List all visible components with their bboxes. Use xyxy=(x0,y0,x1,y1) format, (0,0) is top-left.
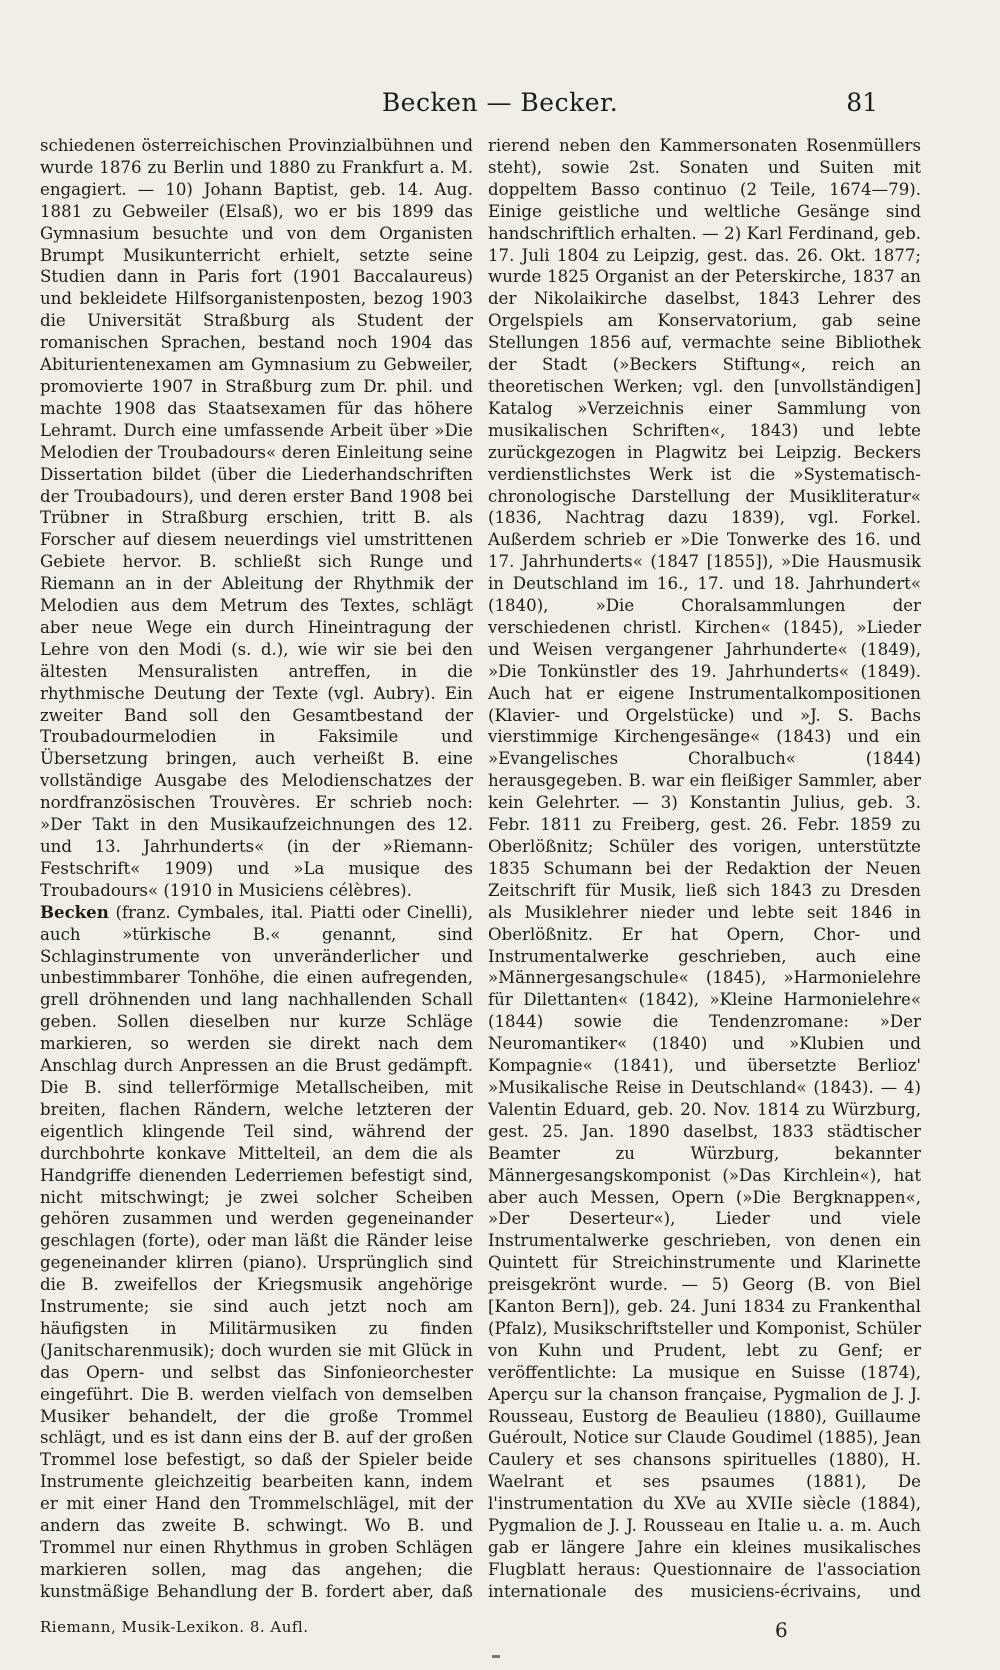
page-footer xyxy=(40,1618,920,1642)
left-column xyxy=(40,135,473,1605)
running-title: Becken — Becker. xyxy=(381,88,619,117)
entry-becker-continuation: rierend neben den Kammersonaten Rosenmüllers steht), sowie 2st. Sonaten und Suiten mit doppeltem Basso continuo (2 Teile, 1674—79). Einige geistliche und weltliche Gesänge sind handschriftlich erhalten. — 2) Karl Ferdinand, geb. 17. Juli 1804 zu Leipzig, gest. das. 26. Okt. 1877; wurde 1825 Organist an der Peterskirche, 1837 an der Nikolaikirche daselbst, 1843 Lehrer des Orgelspiels am Konservatorium, gab seine Stellungen 1856 auf, vermachte seine Bibliothek der Stadt (»Beckers Stiftung«, reich an theoretischen Werken; vgl. den [unvollständigen] Katalog »Verzeichnis einer Sammlung von musikalischen Schriften«, 1843) und lebte zurückgezogen in Plagwitz bei Leipzig. Beckers verdienstlichstes Werk ist die »Systematisch-chronologische Darstellung der Musikliteratur« (1836, Nachtrag dazu 1839), vgl. Forkel. Außerdem schrieb er »Die Tonwerke des 16. und 17. Jahrhunderts« (1847 [1855]), »Die Hausmusik in Deutschland im 16., 17. und 18. Jahrhundert« (1840), »Die Choralsammlungen der verschiedenen christl. Kirchen« (1845), »Lieder und Weisen vergangener Jahrhunderte« (1849), »Die Tonkünstler des 19. Jahrhunderts« (1849). Auch hat er eigene Instrumentalkompositionen (Klavier- und Orgelstücke) und »J. S. Bachs vierstimmige Kirchengesänge« (1843) und ein »Evangelisches Choralbuch« (1844) herausgegeben. B. war ein fleißiger Sammler, aber kein Gelehrter. — 3) Konstantin Julius, geb. 3. Febr. 1811 zu Freiberg, gest. 26. Febr. 1859 zu Oberlößnitz; Schüler des vorigen, unterstützte 1835 Schumann bei der Redaktion der Neuen Zeitschrift für Musik, ließ sich 1843 zu Dresden als Musiklehrer nieder und lebte seit 1846 in Oberlößnitz. Er hat Opern, Chor- und Instrumentalwerke geschrieben, auch eine »Männergesangschule« (1845), »Harmonielehre für Dilettanten« (1842), »Kleine Harmonielehre« (1844) sowie die Tendenzromane: »Der Neuromantiker« (1840) und »Klubien und Kompagnie« (1841), und übersetzte Berlioz' »Musikalische Reise in Deutschland« (1843). — 4) Valentin Eduard, geb. 20. Nov. 1814 zu Würzburg, gest. 25. Jan. 1890 daselbst, 1833 städtischer Beamter zu Würzburg, bekannter Männergesangskomponist (»Das Kirchlein«), hat aber auch Messen, Opern (»Die Bergknappen«, »Der Deserteur«), Lieder und viele Instrumentalwerke geschrieben, von denen ein Quintett für Streichinstrumente und Klarinette preisgekrönt wurde. — 5) Georg (B. von Biel [Kanton Bern]), geb. 24. Juni 1834 zu Frankenthal (Pfalz), Musikschriftsteller und Komponist, Schüler von Kuhn und Prudent, lebt zu Genf; er veröffentlichte: La musique en Suisse (1874), Aperçu sur la chanson française, Pygmalion de J. J. Rousseau, Eustorg de Beaulieu (1880), Guillaume Guéroult, Notice sur Claude Goudimel (1885), Jean Caulery et ses chansons spirituelles (1880), H. Waelrant et ses psaumes (1881), De l'instrumentation du XVe au XVIIe siècle (1884), Pygmalion de J. J. Rousseau en Italie u. a. m. Auch gab er längere Jahre ein kleines musikalisches Flugblatt heraus: Questionnaire de l'association internationale des musiciens-écrivains, und xyxy=(488,136,921,1601)
entry-becken xyxy=(40,902,473,1605)
entry-continuation: schiedenen österreichischen Provinzialbühnen und wurde 1876 zu Berlin und 1880 zu Frankfurt a. M. engagiert. — 10) Johann Baptist, geb. 14. Aug. 1881 zu Gebweiler (Elsaß), wo er bis 1899 das Gymnasium besuchte und von dem Organisten Brumpt Musikunterricht erhielt, setzte seine Studien dann in Paris fort (1901 Baccalaureus) und bekleidete Hilfsorganistenposten, bezog 1903 die Universität Straßburg als Student der romanischen Sprachen, bestand noch 1904 das Abiturientenexamen am Gymnasium zu Gebweiler, promovierte 1907 in Straßburg zum Dr. phil. und machte 1908 das Staatsexamen für das höhere Lehramt. Durch eine umfassende Arbeit über »Die Melodien der Troubadours« deren Einleitung seine Dissertation bildet (über die Liederhandschriften der Troubadours), und deren erster Band 1908 bei Trübner in Straßburg erschien, tritt B. als Forscher auf diesem neuerdings viel umstrittenen Gebiete hervor. B. schließt sich Runge und Riemann an in der Ableitung der Rhythmik der Melodien aus dem Metrum des Textes, schlägt aber neue Wege ein durch Hineintragung der Lehre von den Modi (s. d.), wie wir sie bei den ältesten Mensuralisten antreffen, in die rhythmische Deutung der Texte (vgl. Aubry). Ein zweiter Band soll den Gesamtbestand der Troubadourmelodien in Faksimile und Übersetzung bringen, auch verheißt B. eine vollständige Ausgabe des Melodienschatzes der nordfranzösischen Trouvères. Er schrieb noch: »Der Takt in den Musikaufzeichnungen des 12. und 13. Jahrhunderts« (in der »Riemann-Festschrift« 1909) und »La musique des Troubadours« (1910 in Musiciens célèbres). xyxy=(40,136,473,900)
running-header xyxy=(0,86,1000,122)
headword-becken: Becken xyxy=(40,901,109,922)
sheet-number: 6 xyxy=(775,1618,788,1642)
entry-becken-text: (franz. Cymbales, ital. Piatti oder Cinelli), auch »türkische B.« genannt, sind Schlaginstrumente von unveränderlicher und unbestimmbarer Tonhöhe, die einen aufregenden, grell dröhnenden und lang nachhallenden Schall geben. Sollen dieselben nur kurze Schläge markieren, so werden sie direkt nach dem Anschlag durch Anpressen an die Brust gedämpft. Die B. sind tellerförmige Metallscheiben, mit breiten, flachen Rändern, welche letzteren der eigentlich klingende Teil sind, während der durchbohrte konkave Mittelteil, an dem die als Handgriffe dienenden Lederriemen befestigt sind, nicht mitschwingt; je zwei solcher Scheiben gehören zusammen und werden gegeneinander geschlagen (forte), oder man läßt die Ränder leise gegeneinander klirren (piano). Ursprünglich sind die B. zweifellos der Kriegsmusik angehörige Instrumente; sie sind auch jetzt noch am häufigsten in Militärmusiken zu finden (Janitscharenmusik); doch wurden sie mit Glück in das Opern- und selbst das Sinfonieorchester eingeführt. Die B. werden vielfach von demselben Musiker behandelt, der die große Trommel schlägt, und es ist dann eins der B. auf der großen Trommel lose befestigt, so daß der Spieler beide Instrumente gleichzeitig bearbeiten kann, indem er mit einer Hand den Trommelschlägel, mit der andern das zweite B. schwingt. Wo B. und Trommel nur einen Rhythmus in groben Schlägen markieren sollen, mag das angehen; die kunstmäßige Behandlung der B. fordert aber, daß xyxy=(40,902,473,1601)
right-column xyxy=(488,135,921,1605)
print-mark xyxy=(492,1655,500,1658)
page-number: 81 xyxy=(846,88,878,117)
footer-signature: Riemann, Musik-Lexikon. 8. Aufl. xyxy=(40,1618,309,1636)
